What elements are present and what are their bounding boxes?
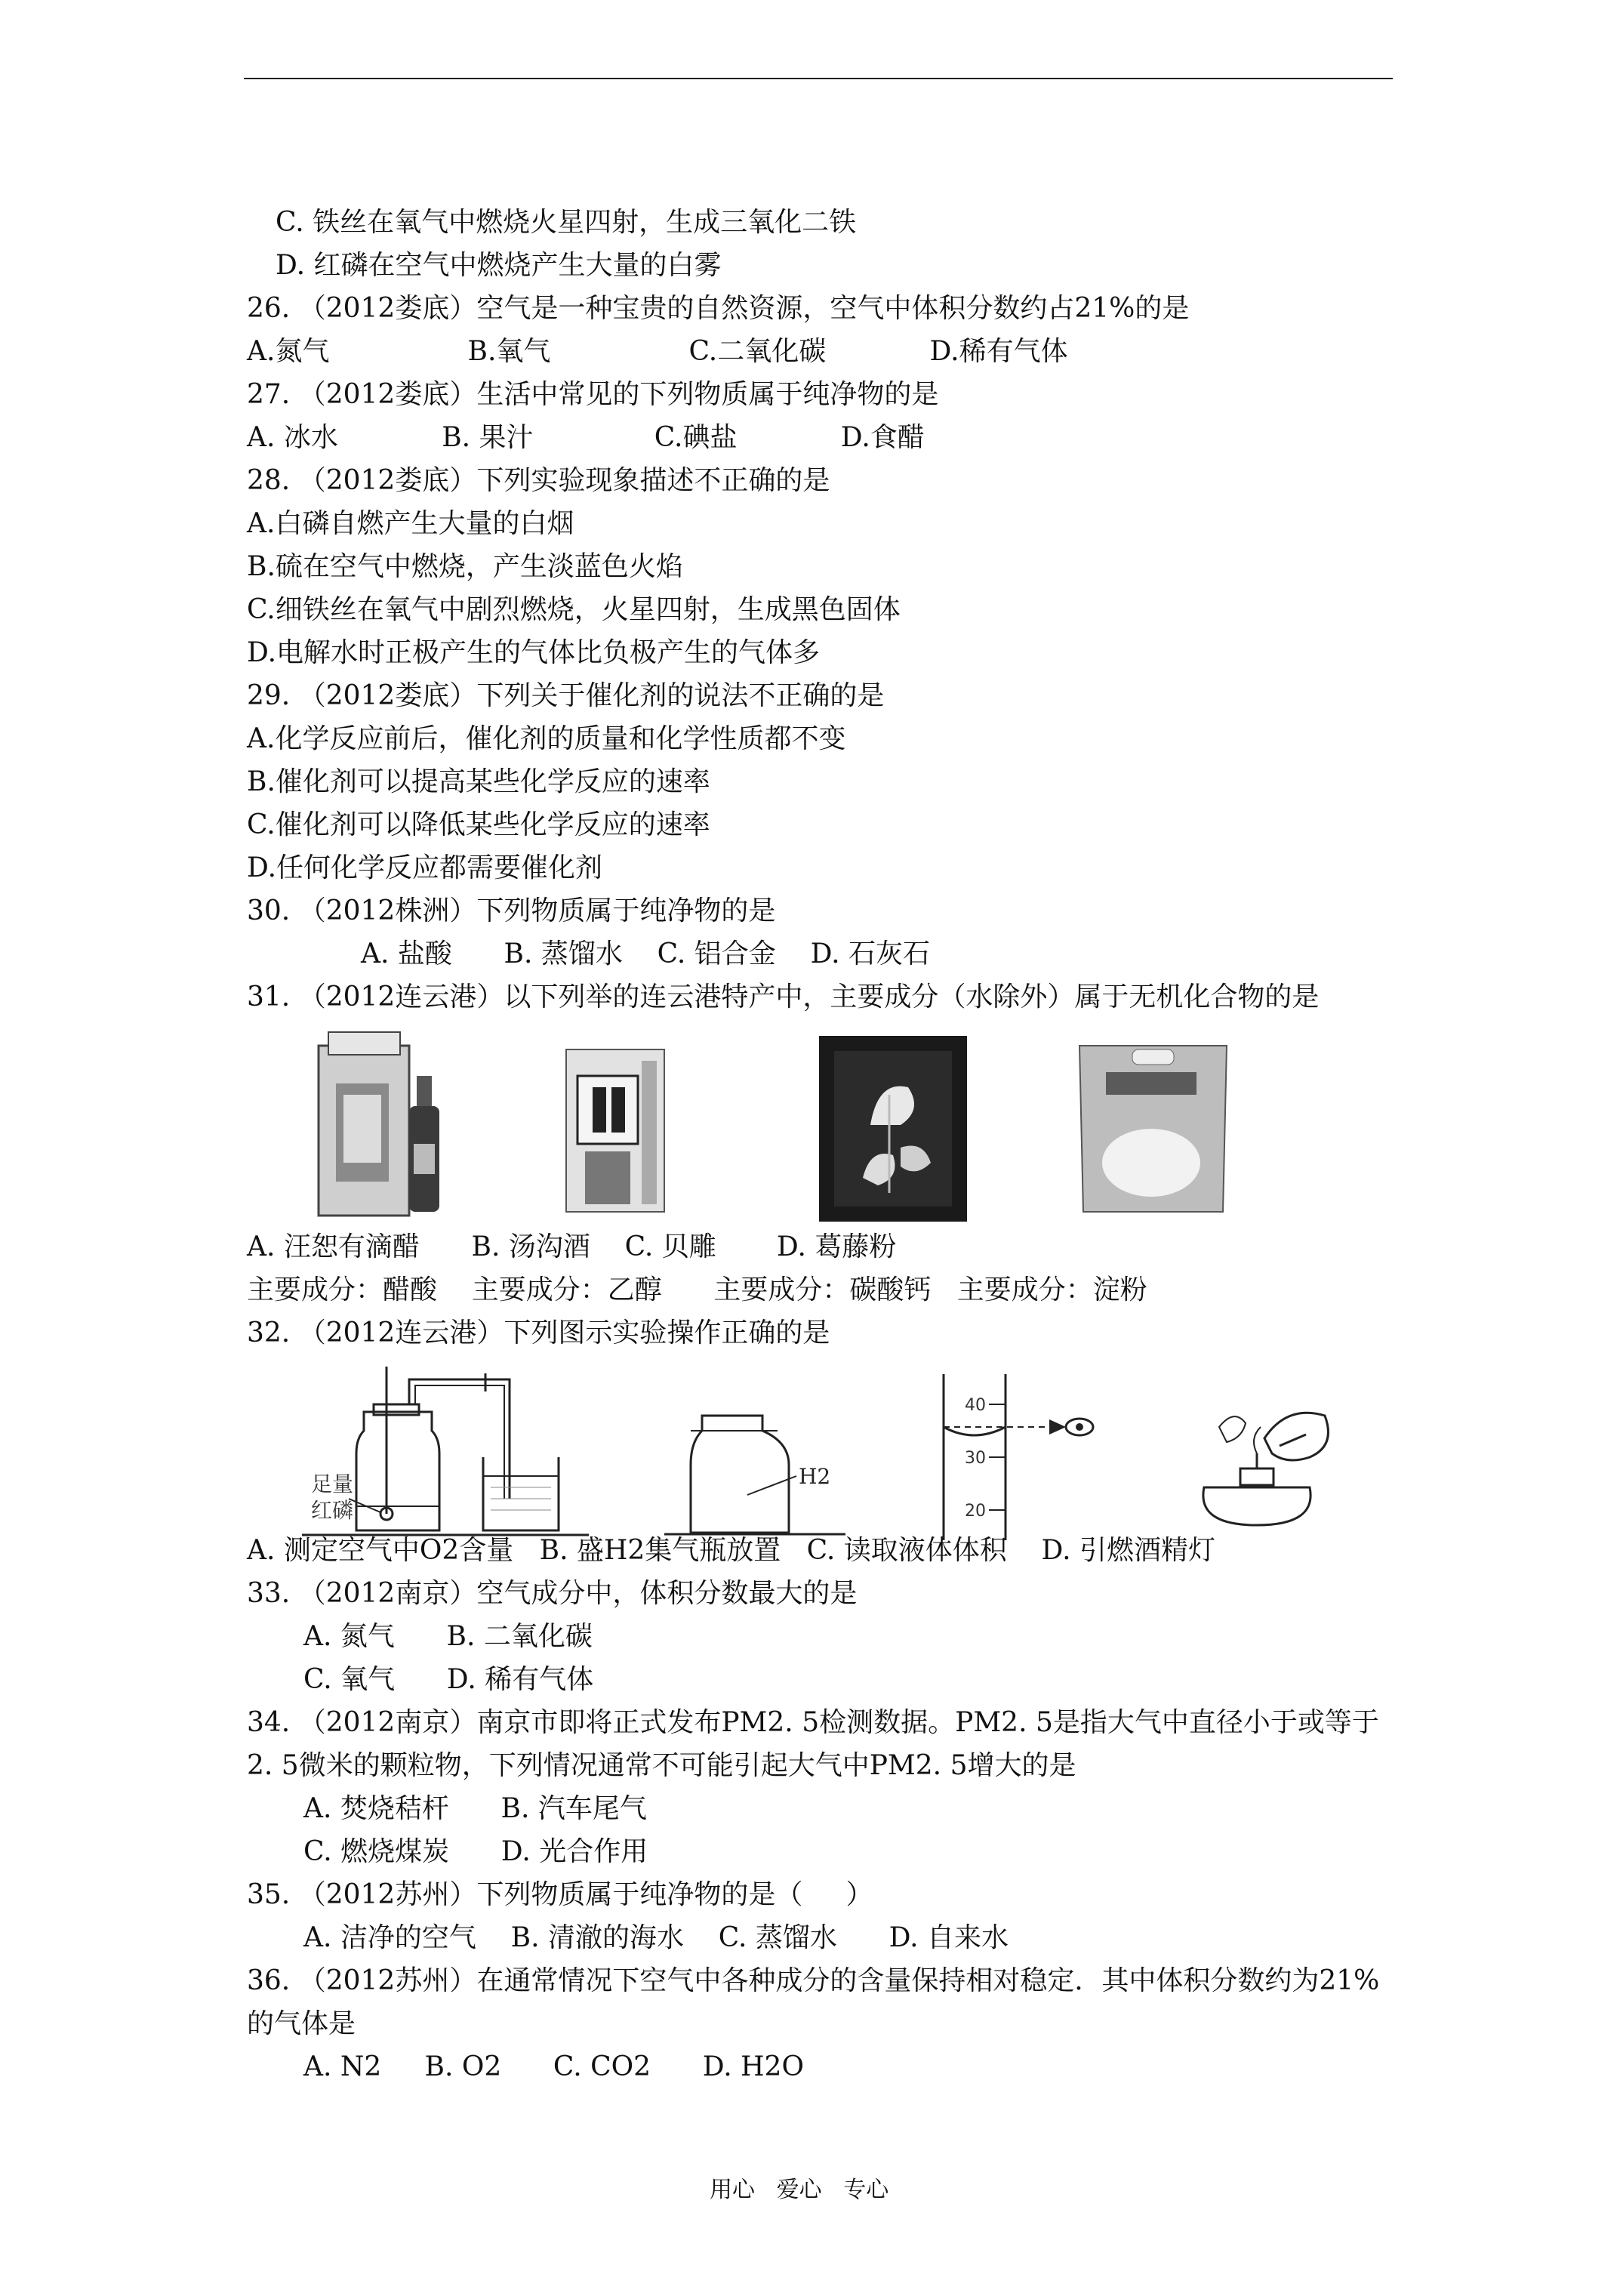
option-28c: C.细铁丝在氧气中剧烈燃烧，火星四射，生成黑色固体 — [247, 594, 901, 625]
page-footer: 用心 爱心 专心 — [710, 2177, 889, 2203]
question-29: 29. （2012娄底）下列关于催化剂的说法不正确的是 — [247, 680, 885, 711]
option-28b: B.硫在空气中燃烧，产生淡蓝色火焰 — [247, 551, 683, 582]
question-30: 30. （2012株洲）下列物质属于纯净物的是 — [247, 895, 776, 926]
question-36-cont: 的气体是 — [247, 2008, 356, 2039]
graduated-cylinder-reading-diagram — [936, 1374, 1117, 1544]
shell-carving-photo — [818, 1034, 969, 1223]
question-28: 28. （2012娄底）下列实验现象描述不正确的是 — [247, 465, 830, 496]
options-27: A. 冰水 B. 果汁 C.碘盐 D.食醋 — [247, 422, 925, 453]
option-28d: D.电解水时正极产生的气体比负极产生的气体多 — [247, 637, 821, 668]
question-27: 27. （2012娄底）生活中常见的下列物质属于纯净物的是 — [247, 379, 939, 410]
question-36: 36. （2012苏州）在通常情况下空气中各种成分的含量保持相对稳定．其中体积分数约为21% — [247, 1965, 1380, 1996]
question-33: 33. （2012南京）空气成分中，体积分数最大的是 — [247, 1578, 858, 1609]
tick-label-40: 40 — [965, 1396, 986, 1415]
options-33-row2: C. 氧气 D. 稀有气体 — [303, 1664, 594, 1695]
options-34-row2: C. 燃烧煤炭 D. 光合作用 — [303, 1836, 648, 1867]
option-29b: B.催化剂可以提高某些化学反应的速率 — [247, 766, 710, 797]
hydrogen-gas-bottle-diagram — [664, 1412, 845, 1540]
option-29c: C.催化剂可以降低某些化学反应的速率 — [247, 809, 710, 840]
options-31: A. 汪恕有滴醋 B. 汤沟酒 C. 贝雕 D. 葛藤粉 — [247, 1231, 897, 1262]
tick-label-20: 20 — [965, 1502, 986, 1521]
options-32: A. 测定空气中O2含量 B. 盛H2集气瓶放置 C. 读取液体体积 D. 引燃酒精灯 — [247, 1535, 1215, 1566]
question-31: 31. （2012连云港）以下列举的连云港特产中，主要成分（水除外）属于无机化合物的是 — [247, 982, 1320, 1012]
question-32: 32. （2012连云港）下列图示实验操作正确的是 — [247, 1318, 830, 1348]
alcohol-lamp-lighting-diagram — [1174, 1401, 1340, 1536]
question-26: 26. （2012娄底）空气是一种宝贵的自然资源，空气中体积分数约占21%的是 — [247, 293, 1190, 324]
label-red-phosphorus-2: 红磷 — [311, 1498, 354, 1523]
vinegar-product-photo — [317, 1031, 449, 1219]
kudzu-powder-bag-photo — [1072, 1038, 1234, 1219]
tick-label-30: 30 — [965, 1449, 986, 1468]
options-36: A. N2 B. O2 C. CO2 D. H2O — [303, 2051, 804, 2082]
header-rule — [244, 78, 1393, 79]
option-25d: D. 红磷在空气中燃烧产生大量的白雾 — [276, 250, 722, 281]
question-34: 34. （2012南京）南京市即将正式发布PM2. 5检测数据。PM2. 5是指大气中直径小于或等于 — [247, 1707, 1379, 1738]
label-red-phosphorus-1: 足量 — [311, 1472, 354, 1496]
question-34-cont: 2. 5微米的颗粒物，下列情况通常不可能引起大气中PM2. 5增大的是 — [247, 1750, 1076, 1781]
options-30: A. 盐酸 B. 蒸馏水 C. 铝合金 D. 石灰石 — [361, 938, 931, 969]
options-26: A.氮气 B.氧气 C.二氧化碳 D.稀有气体 — [247, 336, 1068, 367]
question-35: 35. （2012苏州）下列物质属于纯净物的是（ ） — [247, 1879, 873, 1910]
option-29d: D.任何化学反应都需要催化剂 — [247, 852, 603, 883]
components-31: 主要成分：醋酸 主要成分：乙醇 主要成分：碳酸钙 主要成分：淀粉 — [247, 1274, 1147, 1305]
label-h2: H2 — [799, 1464, 831, 1489]
options-35: A. 洁净的空气 B. 清澈的海水 C. 蒸馏水 D. 自来水 — [303, 1922, 1009, 1953]
option-25c: C. 铁丝在氧气中燃烧火星四射，生成三氧化二铁 — [276, 207, 857, 238]
option-29a: A.化学反应前后，催化剂的质量和化学性质都不变 — [247, 723, 846, 754]
options-33-row1: A. 氮气 B. 二氧化碳 — [303, 1621, 593, 1652]
option-28a: A.白磷自燃产生大量的白烟 — [247, 508, 574, 539]
liquor-box-photo — [562, 1046, 668, 1216]
oxygen-measurement-apparatus-diagram — [302, 1363, 589, 1540]
options-34-row1: A. 焚烧秸杆 B. 汽车尾气 — [303, 1793, 647, 1824]
